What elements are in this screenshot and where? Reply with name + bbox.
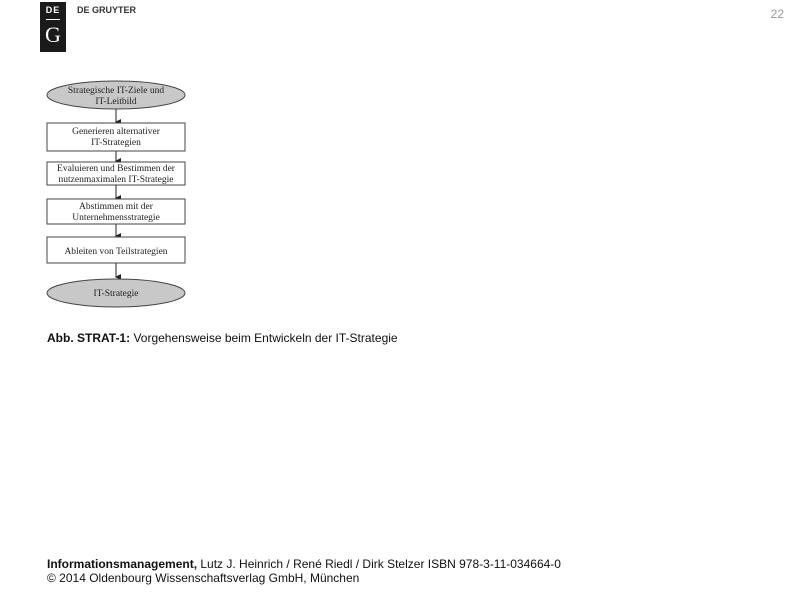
caption-label: Abb. STRAT-1: xyxy=(47,331,131,345)
start-node-label-line1: Strategische IT-Ziele und xyxy=(67,86,165,96)
footer xyxy=(47,557,561,585)
footer-book-title: Informationsmanagement, xyxy=(47,557,198,571)
figure-caption xyxy=(47,331,398,345)
caption-text: Vorgehensweise beim Entwickeln der IT-Strategie xyxy=(130,331,398,345)
page-number: 22 xyxy=(770,7,784,21)
start-node-label-line2: IT-Leitbild xyxy=(95,97,137,107)
end-node-label: IT-Strategie xyxy=(93,289,139,299)
logo-de-text: DE xyxy=(45,5,61,15)
publisher-name: DE GRUYTER xyxy=(77,5,137,15)
step-3-label-line2: Unternehmensstrategie xyxy=(72,213,160,223)
logo-divider xyxy=(46,19,60,20)
step-2-label-line2: nutzenmaximalen IT-Strategie xyxy=(58,175,174,185)
step-1-label-line2: IT-Strategien xyxy=(91,138,141,148)
step-4-label: Ableiten von Teilstrategien xyxy=(64,247,168,257)
step-3-label-line1: Abstimmen mit der xyxy=(79,202,153,212)
footer-citation xyxy=(47,557,561,571)
logo-g-text: G xyxy=(45,22,61,47)
de-gruyter-logo xyxy=(40,2,66,52)
footer-copyright: © 2014 Oldenbourg Wissenschaftsverlag GmbH, München xyxy=(47,571,360,585)
step-2-label-line1: Evaluieren und Bestimmen der xyxy=(57,164,175,174)
flowchart-diagram xyxy=(40,78,190,310)
step-1-label-line1: Generieren alternativer xyxy=(72,127,160,137)
footer-authors-isbn: Lutz J. Heinrich / René Riedl / Dirk Stelzer ISBN 978-3-11-034664-0 xyxy=(197,557,561,571)
